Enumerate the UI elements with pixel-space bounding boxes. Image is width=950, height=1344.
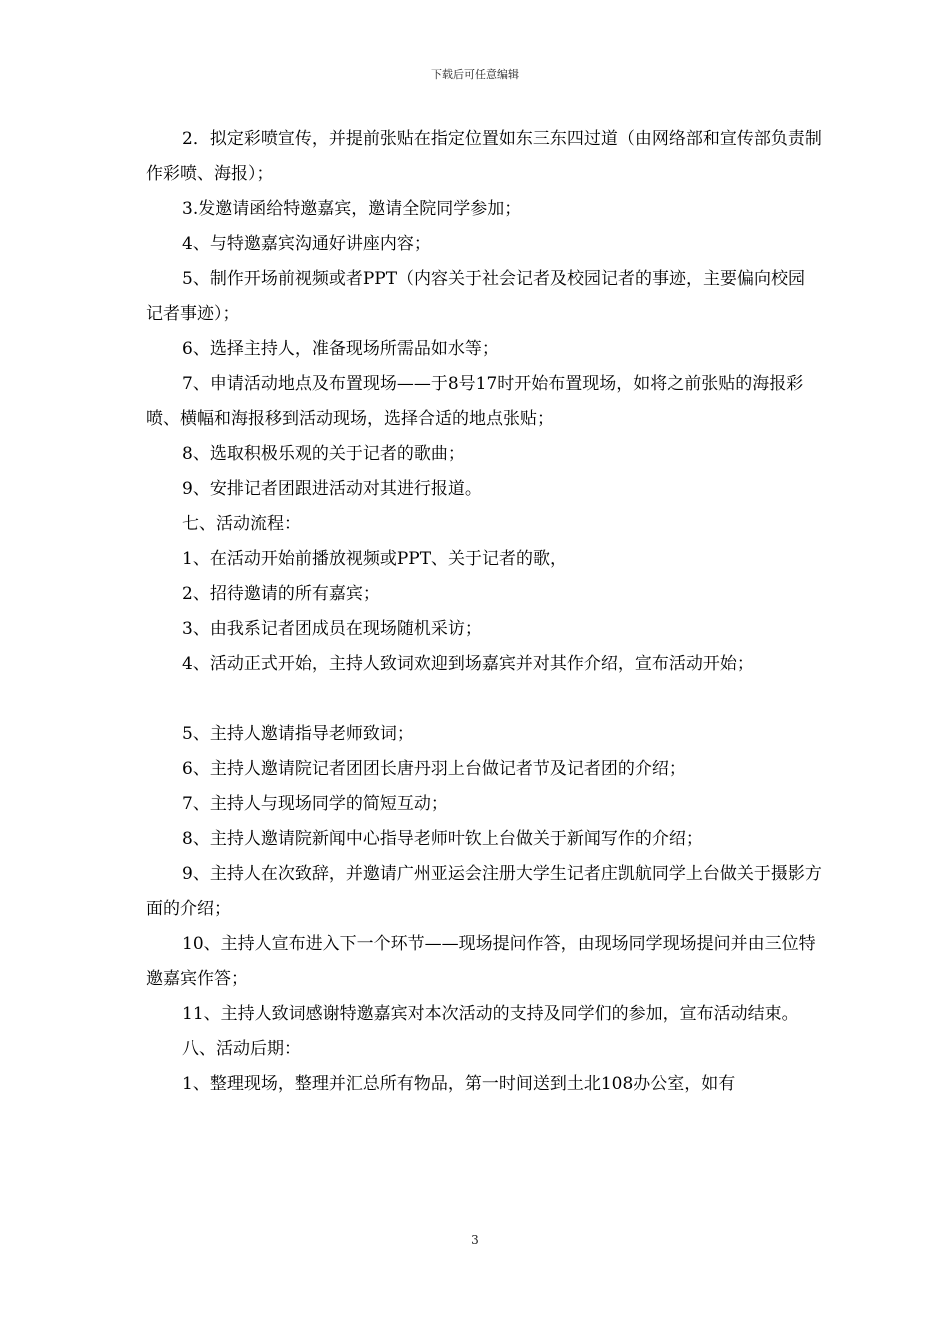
paragraph: 1、整理现场，整理并汇总所有物品，第一时间送到土北108办公室，如有 — [182, 1074, 736, 1094]
paragraph: 3、由我系记者团成员在现场随机采访； — [182, 619, 482, 639]
section-heading: 七、活动流程： — [182, 514, 301, 534]
paragraph: 7、申请活动地点及布置现场——于8号17时开始布置现场，如将之前张贴的海报彩喷、横幅和海报移到活动现场，选择合适的地点张贴； — [146, 374, 804, 429]
paragraph: 1、在活动开始前播放视频或PPT、关于记者的歌， — [182, 549, 568, 569]
section-heading: 八、活动后期： — [182, 1039, 301, 1059]
paragraph: 9、安排记者团跟进活动对其进行报道。 — [182, 479, 482, 499]
blank-line — [146, 682, 822, 717]
document-body — [146, 122, 822, 1102]
paragraph: 2．拟定彩喷宣传，并提前张贴在指定位置如东三东四过道（由网络部和宣传部负责制作彩喷、海报）； — [146, 129, 822, 184]
paragraph: 4、活动正式开始，主持人致词欢迎到场嘉宾并对其作介绍，宣布活动开始； — [182, 654, 754, 674]
paragraph: 4、与特邀嘉宾沟通好讲座内容； — [182, 234, 431, 254]
paragraph: 10、主持人宣布进入下一个环节——现场提问作答，由现场同学现场提问并由三位特邀嘉宾作答； — [146, 934, 816, 989]
paragraph: 11、主持人致词感谢特邀嘉宾对本次活动的支持及同学们的参加，宣布活动结束。 — [182, 1004, 799, 1024]
paragraph: 6、主持人邀请院记者团团长唐丹羽上台做记者节及记者团的介绍； — [182, 759, 686, 779]
paragraph: 6、选择主持人，准备现场所需品如水等； — [182, 339, 499, 359]
paragraph: 7、主持人与现场同学的简短互动； — [182, 794, 448, 814]
paragraph: 5、制作开场前视频或者PPT（内容关于社会记者及校园记者的事迹，主要偏向校园记者事迹）； — [146, 269, 806, 324]
page-number: 3 — [471, 1233, 479, 1247]
paragraph: 8、主持人邀请院新闻中心指导老师叶钦上台做关于新闻写作的介绍； — [182, 829, 703, 849]
page-header: 下载后可任意编辑 — [431, 68, 519, 81]
paragraph: 5、主持人邀请指导老师致词； — [182, 724, 414, 744]
paragraph: 9、主持人在次致辞，并邀请广州亚运会注册大学生记者庄凯航同学上台做关于摄影方面的介绍； — [146, 864, 822, 919]
paragraph: 8、选取积极乐观的关于记者的歌曲； — [182, 444, 465, 464]
paragraph: 2、招待邀请的所有嘉宾； — [182, 584, 380, 604]
paragraph: 3.发邀请函给特邀嘉宾，邀请全院同学参加； — [182, 199, 522, 219]
